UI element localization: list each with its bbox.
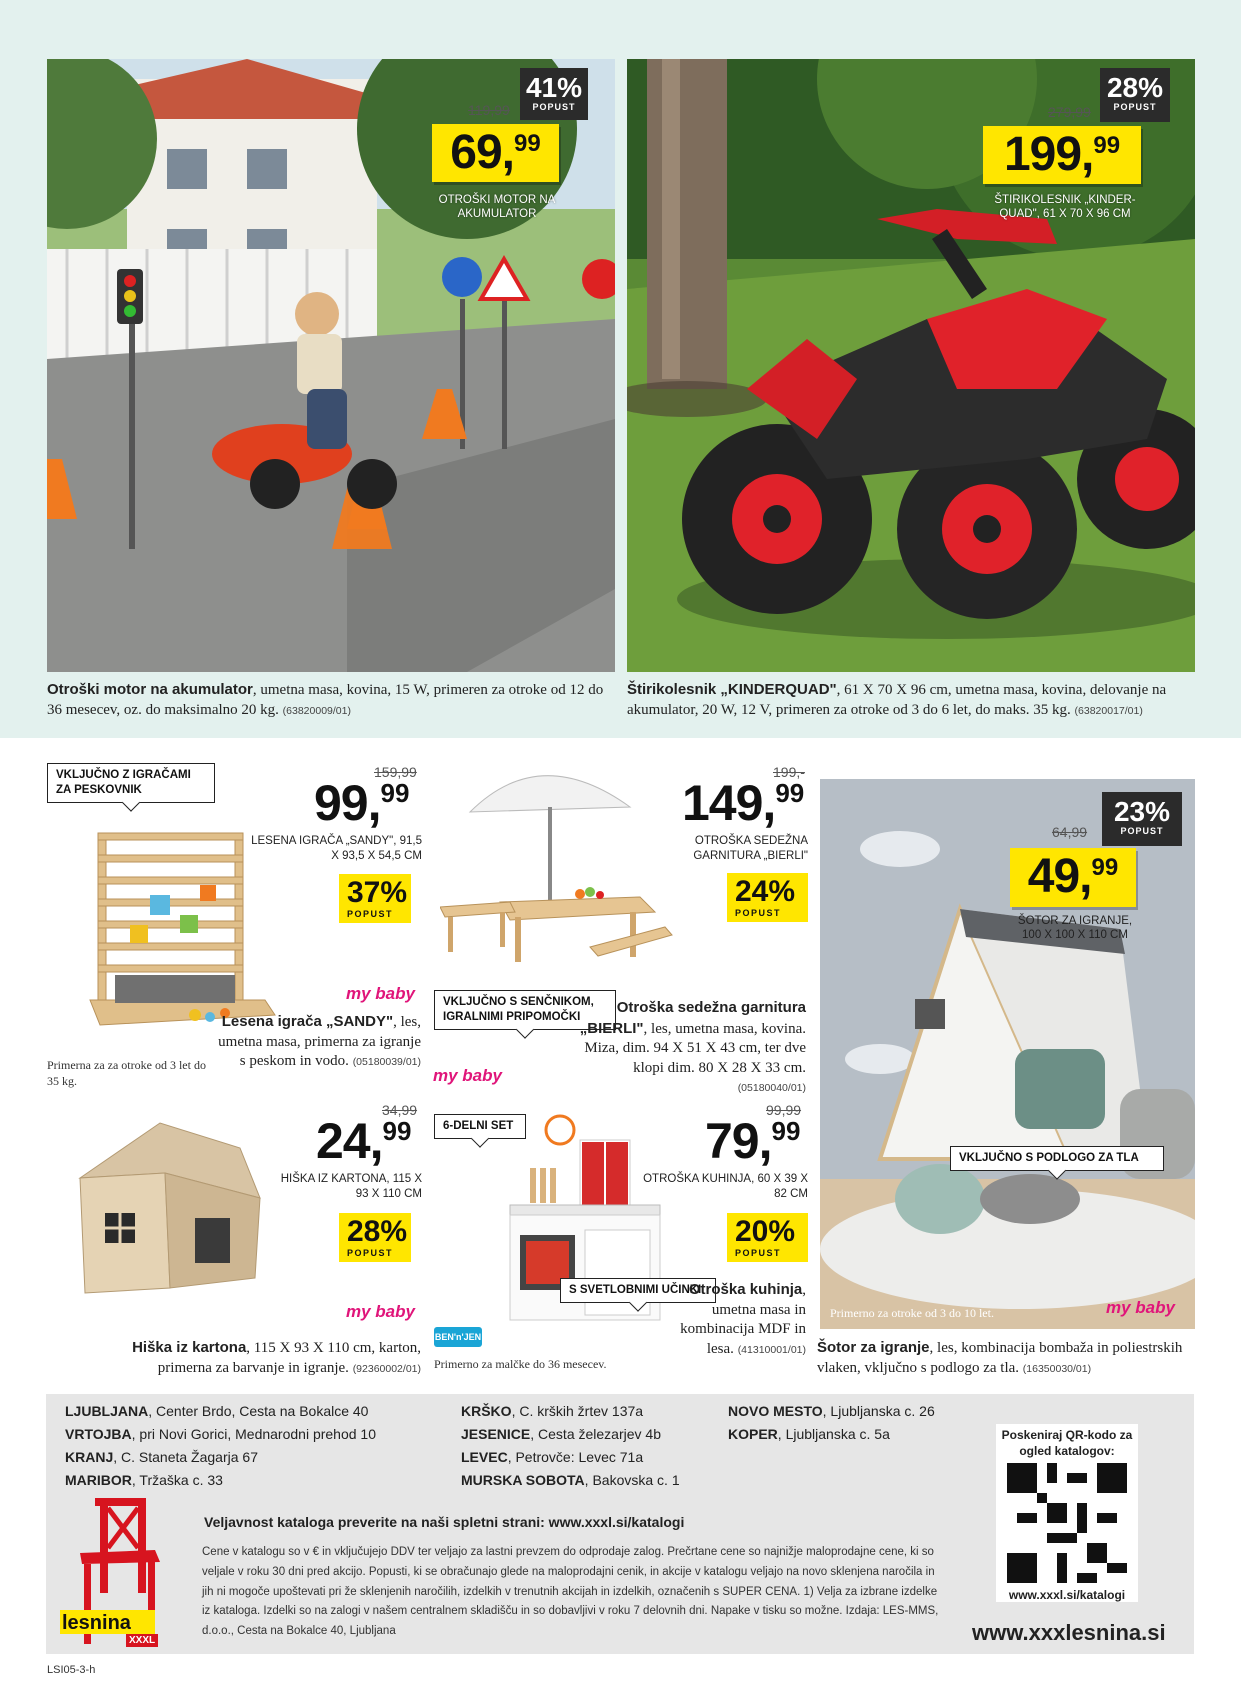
store-krsko: KRŠKO, C. krških žrtev 137a xyxy=(461,1403,644,1419)
bierli-discount-badge: 24% POPUST xyxy=(727,873,808,922)
store-kranj: KRANJ, C. Staneta Žagarja 67 xyxy=(65,1449,258,1465)
bierli-old-price: 199,- xyxy=(773,764,805,780)
tent-brand-logo: my baby xyxy=(1106,1298,1175,1317)
store-vrtojba: VRTOJBA, pri Novi Gorici, Mednarodni prehod 10 xyxy=(65,1426,376,1442)
store-maribor: MARIBOR, Tržaška c. 33 xyxy=(65,1472,223,1488)
motor-price: 69, 99 xyxy=(432,124,559,182)
house-caption: HIŠKA IZ KARTONA, 115 X 93 X 110 CM xyxy=(280,1173,422,1200)
sandy-brand-logo: my baby xyxy=(346,984,415,1003)
website-link[interactable]: www.xxxlesnina.si xyxy=(972,1620,1166,1645)
quad-price: 199, 99 xyxy=(983,126,1141,184)
bierli-image xyxy=(440,752,680,982)
sandy-note: Primerna za za otroke od 3 let do 35 kg. xyxy=(47,1058,206,1088)
store-levec: LEVEC, Petrovče: Levec 71a xyxy=(461,1449,644,1465)
store-murska-sobota: MURSKA SOBOTA, Bakovska c. 1 xyxy=(461,1472,680,1488)
qr-url[interactable]: www.xxxl.si/katalogi xyxy=(1008,1588,1126,1603)
quad-old-price: 279,99 xyxy=(1048,104,1091,120)
bierli-caption: OTROŠKA SEDEŽNA GARNITURA „BIERLI" xyxy=(693,835,808,862)
qr-code-icon[interactable] xyxy=(1007,1463,1127,1583)
kitchen-bubble: 6-DELNI SET xyxy=(434,1114,526,1139)
tent-discount-badge: 23% POPUST xyxy=(1102,792,1182,846)
bierli-description: Otroška sedežna garnitura „BIERLI", les, umetna masa, kovina. Miza, dim. 94 X 51 X 43 cm, ter dve klopi dim. 80 X 28 X 33 cm. (05180040/01) xyxy=(579,999,806,1094)
tent-bubble: VKLJUČNO S PODLOGO ZA TLA xyxy=(950,1146,1164,1171)
legal-text: Cene v katalogu so v € in vključujejo DDV ter veljajo za lastni prevzem do odprodaje zalog. Prečrtane cene so najnižje maloprodajne cene, ki so veljale v roku 30 dni pred akcijo. Popusti, ki se obračunajo glede na maloprodajni cenik, in akcije v katalogu veljajo na novo sklenjena naročila in jih ni mogoče upoštevati pri že sklenjenih naročilih, izdelkih v trenutnih akcijah in izdelkih, označenih s SUPER CENA. 1) Velja za izbrane izdelke iz kataloga. Izdelki so na zalogi v našem centralnem skladišču in so dobavljivi v roku 7 delovnih dni. Napake v tisku so možne. Izdaja: LES-MMS, d.o.o., Cesta na Bokalce 40, Ljubljana xyxy=(202,1546,939,1638)
bierli-bubble: VKLJUČNO S SENČNIKOM, IGRALNIMI PRIPOMOČKI xyxy=(434,990,616,1030)
bierli-price: 149, 99 xyxy=(682,775,805,831)
tent-note: Primerno za otroke od 3 do 10 let. xyxy=(830,1306,994,1320)
logo-badge: XXXL xyxy=(126,1634,158,1647)
quad-discount-badge: 28% POPUST xyxy=(1100,68,1170,122)
motor-old-price: 119,99 xyxy=(468,102,510,118)
tent-photo xyxy=(820,779,1195,1329)
house-brand-logo: my baby xyxy=(346,1302,415,1321)
kitchen-price: 79, 99 xyxy=(705,1113,801,1169)
quad-caption: ŠTIRIKOLESNIK „KINDER-QUAD", 61 X 70 X 96 CM xyxy=(994,194,1136,221)
sandy-description: Lesena igrača „SANDY", les, umetna masa, primerna za igranje s peskom in vodo. (05180039/01) xyxy=(218,1013,421,1069)
tent-caption: ŠOTOR ZA IGRANJE, 100 X 100 X 110 CM xyxy=(1017,915,1133,942)
motor-discount-badge: 41% POPUST xyxy=(520,68,588,120)
qr-box xyxy=(996,1424,1138,1602)
qr-title: Poskeniraj QR-kodo za ogled katalogov: xyxy=(1001,1428,1133,1458)
bierli-brand-logo: my baby xyxy=(433,1066,502,1085)
tent-description: Šotor za igranje, les, kombinacija bombaža in poliestrskih vlaken, vključno s podlogo za tla. (16350030/01) xyxy=(817,1339,1183,1376)
kitchen-brand-logo: BEN'n'JEN xyxy=(434,1327,482,1347)
store-jesenice: JESENICE, Cesta železarjev 4b xyxy=(461,1426,661,1442)
kitchen-caption: OTROŠKA KUHINJA, 60 X 39 X 82 CM xyxy=(643,1173,808,1200)
sandy-discount-badge: 37% POPUST xyxy=(339,874,411,923)
sandy-caption: LESENA IGRAČA „SANDY", 91,5 X 93,5 X 54,5 CM xyxy=(251,835,422,862)
house-old-price: 34,99 xyxy=(382,1102,418,1118)
sandy-old-price: 159,99 xyxy=(374,764,417,780)
tent-price: 49, 99 xyxy=(1010,848,1136,907)
tent-old-price: 64,99 xyxy=(1052,824,1088,840)
quad-description: Štirikolesnik „KINDERQUAD", 61 X 70 X 96 cm, umetna masa, kovina, delovanje na akumulator, 20 W, 12 V, primeren za otroke od 3 do 6 let, do maks. 35 kg. (63820017/01) xyxy=(627,681,1167,718)
kitchen-description: Otroška kuhinja, umetna masa in kombinacija MDF in lesa. (41310001/01) xyxy=(680,1281,806,1357)
house-description: Hiška iz kartona, 115 X 93 X 110 cm, karton, primerna za barvanje in igranje. (92360002/01) xyxy=(132,1339,421,1376)
house-image xyxy=(70,1118,270,1298)
motor-caption: OTROŠKI MOTOR NA AKUMULATOR xyxy=(438,194,556,221)
catalog-validity: Veljavnost kataloga preverite na naši spletni strani: www.xxxl.si/katalogi xyxy=(204,1514,685,1530)
house-price: 24, 99 xyxy=(316,1113,412,1169)
sandy-bubble: VKLJUČNO Z IGRAČAMI ZA PESKOVNIK xyxy=(47,763,215,803)
kitchen-discount-badge: 20% POPUST xyxy=(727,1213,808,1262)
store-novo-mesto: NOVO MESTO, Ljubljanska c. 26 xyxy=(728,1403,935,1419)
motor-description: Otroški motor na akumulator, umetna masa, kovina, 15 W, primeren za otroke od 12 do 36 mesecev, oz. do maksimalno 20 kg. (63820009/01) xyxy=(47,681,604,718)
store-ljubljana: LJUBLJANA, Center Brdo, Cesta na Bokalce 40 xyxy=(65,1403,369,1419)
store-koper: KOPER, Ljubljanska c. 5a xyxy=(728,1426,890,1442)
house-discount-badge: 28% POPUST xyxy=(339,1213,411,1262)
page-code: LSI05-3-h xyxy=(47,1664,96,1676)
sandy-price: 99, 99 xyxy=(314,775,410,831)
kitchen-note: Primerno za malčke do 36 mesecev. xyxy=(434,1357,607,1371)
logo-text: lesnina xyxy=(62,1612,131,1634)
kitchen-bubble-lights: S SVETLOBNIMI UČINKI xyxy=(560,1278,716,1303)
kitchen-old-price: 99,99 xyxy=(766,1102,802,1118)
